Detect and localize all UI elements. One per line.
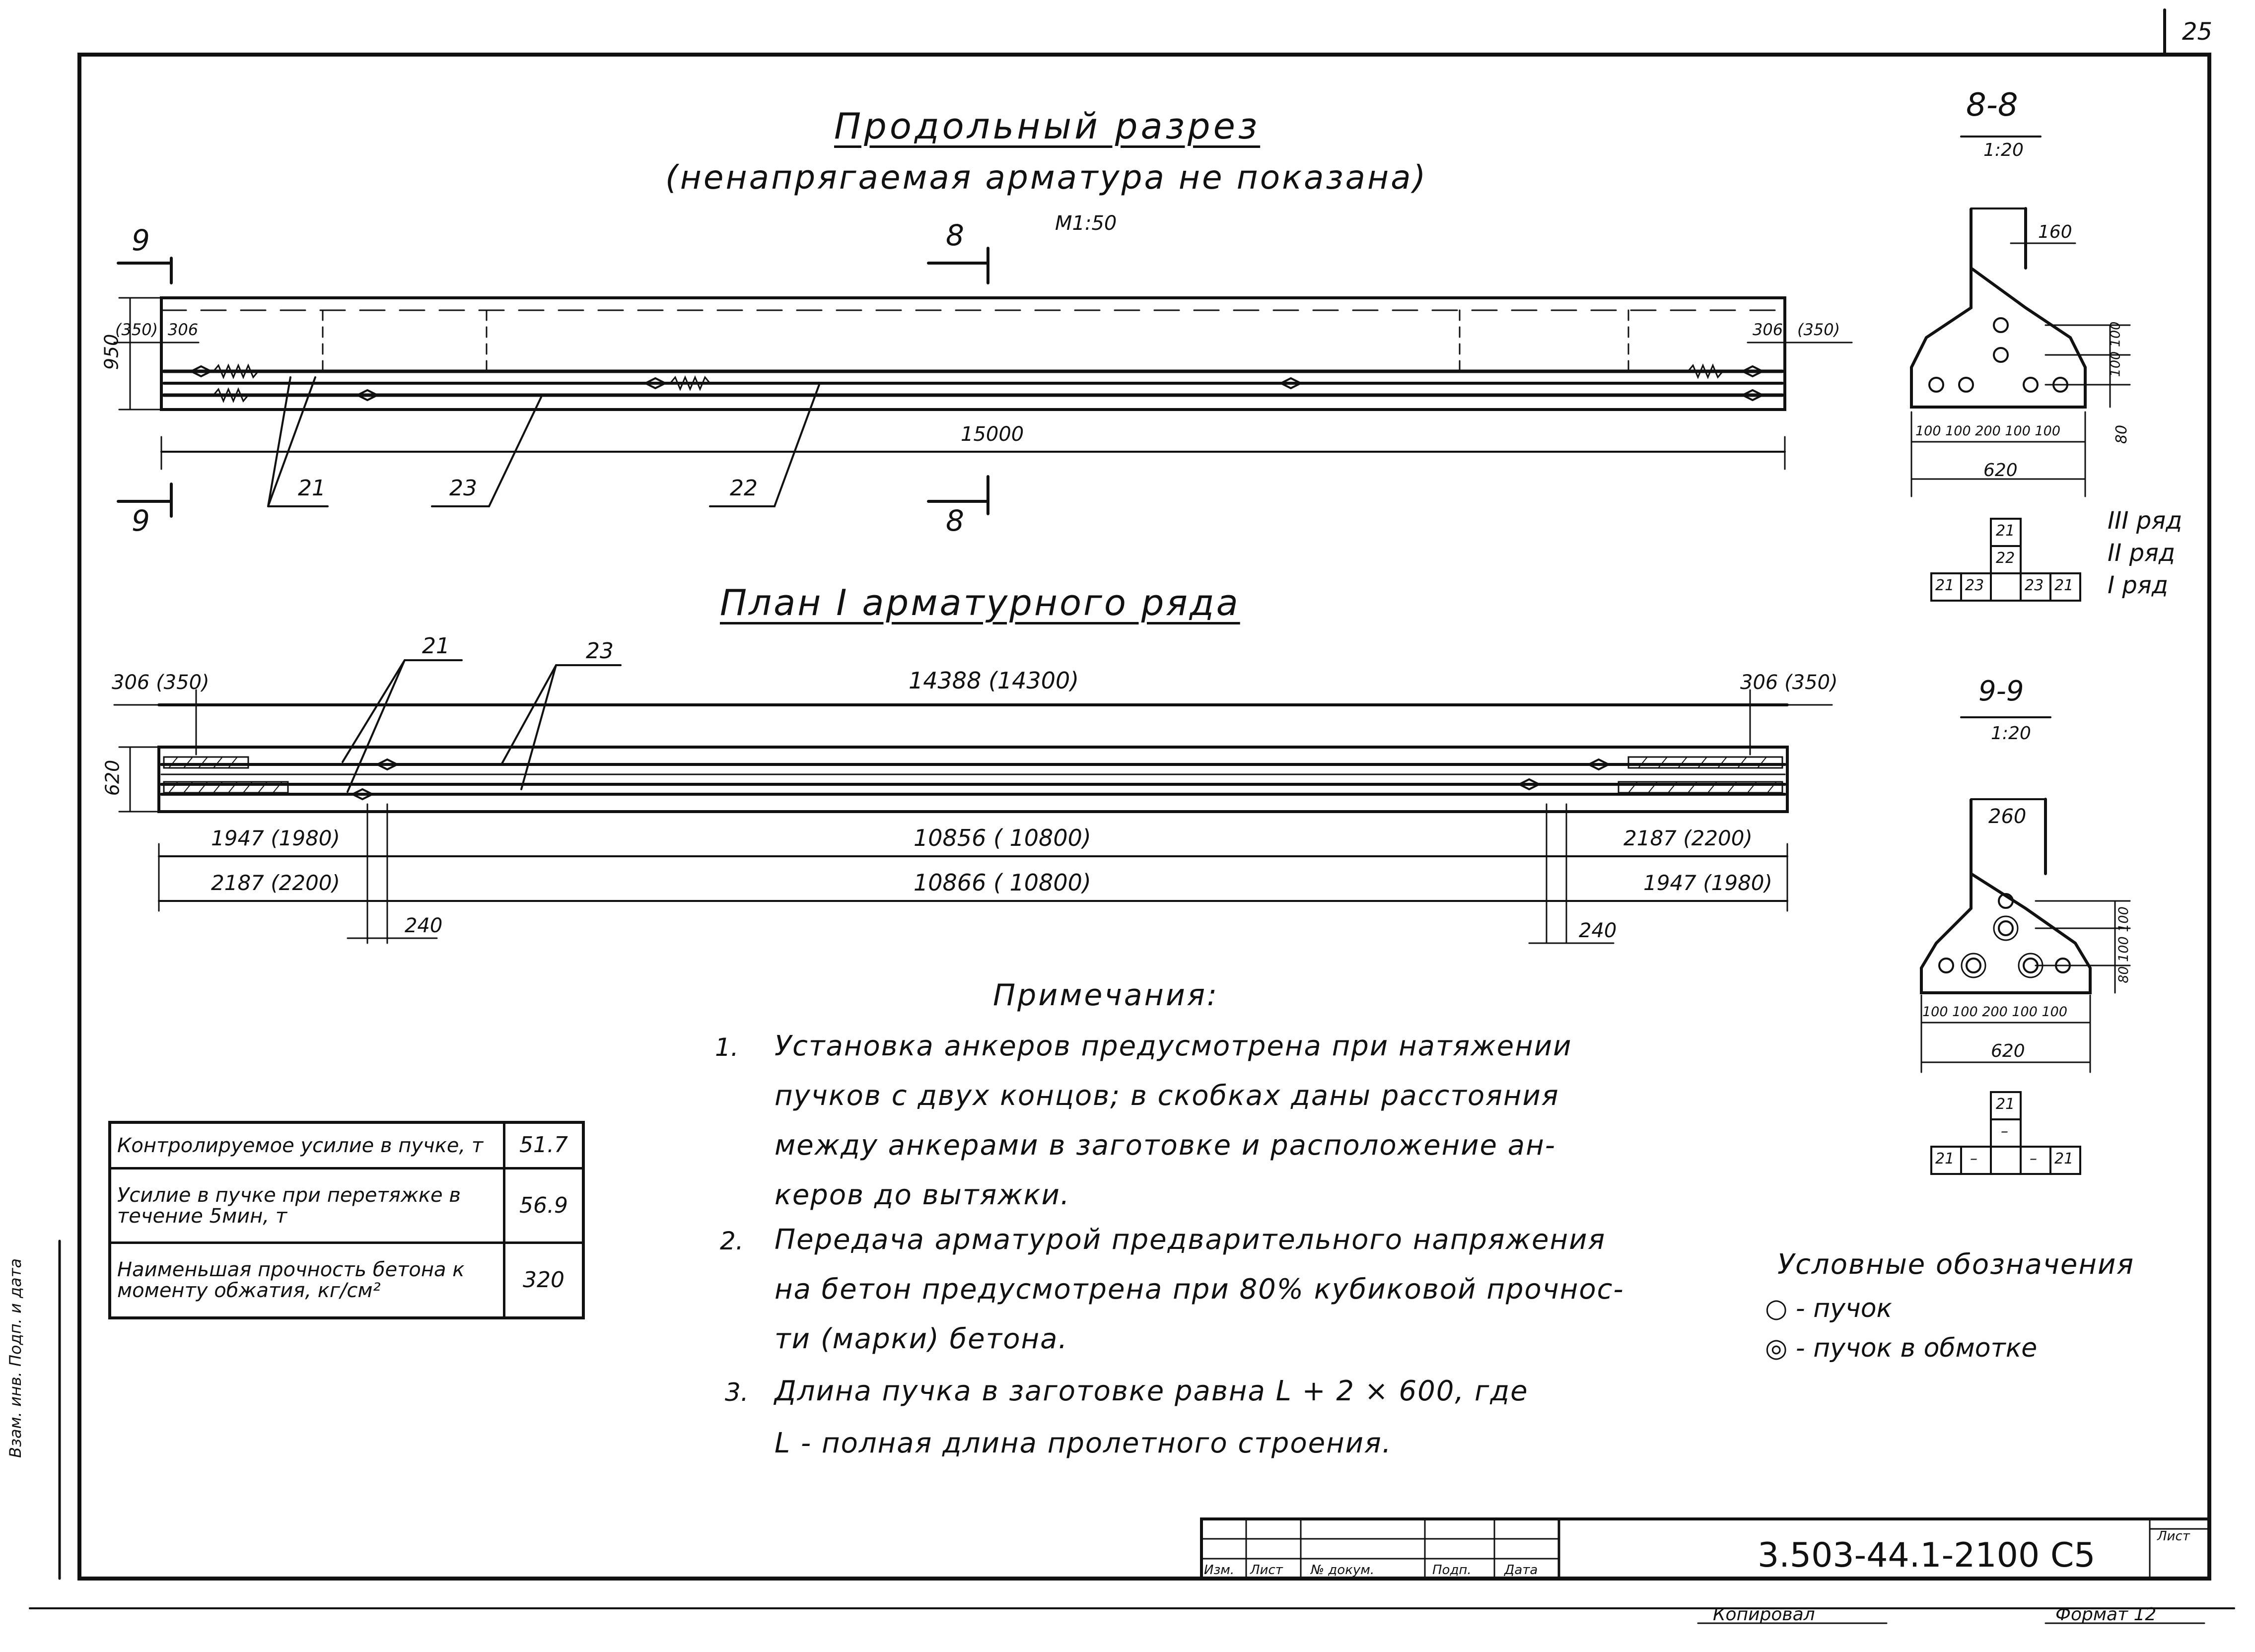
section-long-scale: М1:50 bbox=[1055, 212, 1117, 235]
section-8-grid-b0: 21 bbox=[1935, 577, 1955, 594]
format-label: Формат 12 bbox=[2055, 1604, 2157, 1625]
height-dim-label: 950 bbox=[100, 334, 123, 370]
plan-row2-right: 1947 (1980) bbox=[1643, 871, 1772, 895]
note-1-line-2: пучков с двух концов; в скобках даны расстояния bbox=[775, 1080, 1559, 1112]
section-9-grid-top: 21 bbox=[1996, 1096, 2015, 1113]
cut-8-marker-top bbox=[928, 248, 988, 283]
note-3-num: 3. bbox=[725, 1378, 749, 1407]
param-label: Наименьшая прочность бетона к моменту обжатия, кг/см² bbox=[110, 1243, 504, 1318]
page-number: 25 bbox=[2182, 18, 2213, 46]
leader-21-long-label: 21 bbox=[298, 476, 326, 501]
plan-beam bbox=[159, 705, 1787, 812]
section-9-dim-bottom: 620 bbox=[1991, 1041, 2025, 1061]
param-value: 56.9 bbox=[504, 1169, 584, 1243]
section-8-dim-bottom: 620 bbox=[1983, 460, 2018, 481]
section-8-bottom-dims: 100 100 200 100 100 bbox=[1915, 423, 2061, 439]
plan-row1-left: 1947 (1980) bbox=[211, 826, 340, 850]
left-end-dim-a: (350) bbox=[115, 320, 158, 339]
table-row bbox=[110, 1122, 583, 1169]
section-9-title: 9-9 bbox=[1978, 675, 2024, 707]
document-code: 3.503-44.1-2100 С5 bbox=[1758, 1536, 2096, 1575]
copied-label: Копировал bbox=[1713, 1604, 1815, 1625]
note-1-line-3: между анкерами в заготовке и расположение ан- bbox=[775, 1129, 1556, 1162]
leader-23-plan bbox=[501, 665, 621, 789]
section-9-right-dims: 80 100 100 bbox=[2115, 906, 2131, 983]
section-9-grid-b4: 21 bbox=[2054, 1150, 2074, 1168]
section-long-subtitle: (ненапрягаемая арматура не показана) bbox=[665, 158, 1428, 197]
plan-row2-center: 10866 ( 10800) bbox=[914, 869, 1091, 896]
section-8-right-dims: 100 100 bbox=[2108, 321, 2123, 377]
length-dim-label: 15000 bbox=[961, 423, 1024, 446]
cut-9-top-label: 9 bbox=[132, 223, 150, 257]
section-9-shape bbox=[1921, 799, 2090, 993]
cut-8-bottom-label: 8 bbox=[946, 504, 964, 538]
stamp-col-date: Дата bbox=[1504, 1563, 1538, 1578]
section-8-row-iii: III ряд bbox=[2108, 507, 2183, 535]
stamp-col-izm: Изм. bbox=[1204, 1563, 1235, 1578]
section-8-title: 8-8 bbox=[1966, 87, 2018, 124]
note-3-line-2: L - полная длина пролетного строения. bbox=[775, 1427, 1392, 1459]
params-table bbox=[108, 1121, 585, 1319]
legend-title: Условные обозначения bbox=[1777, 1248, 2135, 1281]
plan-row2-left: 2187 (2200) bbox=[211, 871, 340, 895]
section-9-bottom-dims: 100 100 200 100 100 bbox=[1922, 1004, 2068, 1020]
right-end-dim-a: 306 bbox=[1753, 320, 1783, 339]
table-row bbox=[110, 1243, 583, 1318]
plan-dim-240-left: 240 bbox=[405, 914, 443, 937]
plan-top-left-dim: 306 (350) bbox=[112, 671, 210, 694]
stamp-col-sign: Подп. bbox=[1432, 1563, 1472, 1578]
notes-title: Примечания: bbox=[993, 978, 1219, 1013]
note-1-num: 1. bbox=[715, 1033, 739, 1062]
section-8-grid-top: 21 bbox=[1996, 522, 2015, 540]
plan-row1-right: 2187 (2200) bbox=[1623, 826, 1753, 850]
cut-8-top-label: 8 bbox=[946, 218, 964, 252]
param-value: 320 bbox=[504, 1243, 584, 1318]
section-long-title: Продольный разрез bbox=[834, 105, 1261, 147]
leader-22-long-label: 22 bbox=[730, 476, 758, 501]
plan-title: План I арматурного ряда bbox=[720, 582, 1240, 623]
note-2-line-3: ти (марки) бетона. bbox=[775, 1323, 1068, 1355]
section-8-grid-b1: 23 bbox=[1965, 577, 1984, 594]
plan-row1-center: 10856 ( 10800) bbox=[914, 825, 1091, 851]
section-9-scale: 1:20 bbox=[1991, 723, 2031, 744]
sheet-label: Лист bbox=[2157, 1529, 2190, 1544]
section-8-grid-b4: 21 bbox=[2054, 577, 2074, 594]
note-1-line-4: керов до вытяжки. bbox=[775, 1179, 1070, 1211]
note-2-line-1: Передача арматурой предварительного напряжения bbox=[775, 1224, 1606, 1256]
note-3-line-1: Длина пучка в заготовке равна L + 2 × 600, где bbox=[775, 1375, 1529, 1407]
plan-leader-21-label: 21 bbox=[422, 633, 450, 659]
right-end-dim-b: (350) bbox=[1797, 320, 1840, 339]
note-1-line-1: Установка анкеров предусмотрена при натяжении bbox=[775, 1030, 1572, 1062]
leader-23-long-label: 23 bbox=[449, 476, 477, 501]
section-8-row-ii: II ряд bbox=[2108, 539, 2176, 567]
table-row bbox=[110, 1169, 583, 1243]
param-label: Усилие в пучке при перетяжке в течение 5мин, т bbox=[110, 1169, 504, 1243]
section-9-grid-b1: – bbox=[1970, 1150, 1977, 1168]
longitudinal-beam bbox=[161, 298, 1785, 410]
cut-9-bottom-label: 9 bbox=[132, 504, 150, 538]
plan-top-center-dim: 14388 (14300) bbox=[909, 667, 1079, 694]
param-label: Контролируемое усилие в пучке, т bbox=[110, 1122, 504, 1169]
note-2-line-2: на бетон предусмотрена при 80% кубиковой прочнос- bbox=[775, 1273, 1624, 1306]
plan-leader-23-label: 23 bbox=[586, 638, 614, 664]
leader-21-plan bbox=[343, 660, 462, 792]
legend-item-bundle: ○ - пучок bbox=[1765, 1294, 1892, 1323]
leader-22-long bbox=[710, 385, 819, 506]
section-9-grid-b3: – bbox=[2030, 1150, 2037, 1168]
stamp-col-doc: № докум. bbox=[1311, 1563, 1375, 1578]
section-8-grid-mid: 22 bbox=[1996, 550, 2015, 567]
plan-dim-240-right: 240 bbox=[1579, 919, 1617, 942]
section-8-right-dim-80: 80 bbox=[2113, 424, 2131, 444]
section-8-row-i: I ряд bbox=[2108, 571, 2168, 599]
section-9-grid-mid: – bbox=[2001, 1123, 2008, 1140]
note-2-num: 2. bbox=[720, 1227, 744, 1255]
plan-width-dim: 620 bbox=[101, 759, 124, 796]
plan-top-right-dim: 306 (350) bbox=[1740, 671, 1838, 694]
cut-9-marker-top bbox=[118, 258, 171, 283]
section-8-dim-top: 160 bbox=[2038, 222, 2072, 242]
stamp-col-list: Лист bbox=[1250, 1563, 1283, 1578]
legend-item-bundle-wrapped: ◎ - пучок в обмотке bbox=[1765, 1333, 2038, 1363]
section-9-dim-top: 260 bbox=[1988, 805, 2027, 828]
section-9-grid-b0: 21 bbox=[1935, 1150, 1955, 1168]
section-8-grid-b3: 23 bbox=[2025, 577, 2044, 594]
side-stamp-label: Взам. инв. Подп. и дата bbox=[5, 1258, 25, 1458]
param-value: 51.7 bbox=[504, 1122, 584, 1169]
left-end-dim-b: 306 bbox=[168, 320, 199, 339]
section-8-scale: 1:20 bbox=[1983, 140, 2024, 160]
